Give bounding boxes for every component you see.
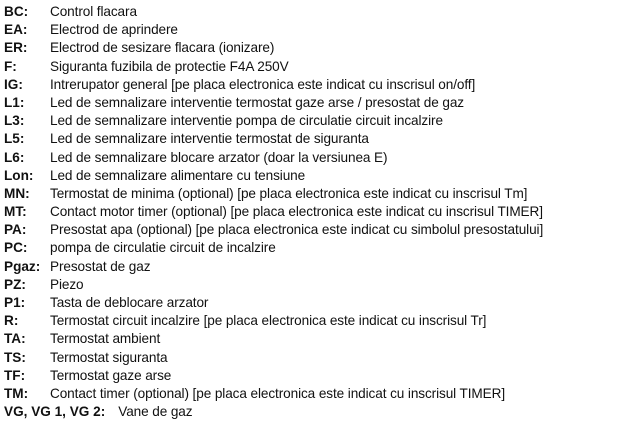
legend-description: Vane de gaz xyxy=(118,404,193,420)
legend-description: pompa de circulatie circuit de incalzire xyxy=(50,240,276,256)
legend-description: Electrod de aprindere xyxy=(50,22,178,38)
legend-row-tm xyxy=(4,385,616,403)
legend-row-ea xyxy=(4,21,616,39)
legend-code: TM: xyxy=(4,385,29,402)
legend-code: Pgaz: xyxy=(4,258,41,274)
legend-row-lon xyxy=(4,167,616,185)
legend-code: PZ: xyxy=(4,276,26,293)
legend-description: Contact motor timer (optional) [pe placa electronica este indicat cu inscrisul TIMER] xyxy=(50,204,543,220)
legend-description: Led de semnalizare blocare arzator (doar la versiunea E) xyxy=(50,149,388,165)
legend-code: P1: xyxy=(4,294,26,311)
legend-code: L5: xyxy=(4,130,25,147)
legend-code: TF: xyxy=(4,367,26,384)
legend-description: Led de semnalizare interventie pompa de circulatie circuit incalzire xyxy=(50,113,443,129)
legend-description: Termostat circuit incalzire [pe placa electronica este indicat cu inscrisul Tr] xyxy=(50,313,487,329)
legend-description: Contact timer (optional) [pe placa electronica este indicat cu inscrisul TIMER] xyxy=(50,385,505,401)
legend-row-l5 xyxy=(4,130,616,148)
legend-row-r xyxy=(4,312,616,330)
legend-description: Termostat ambient xyxy=(50,331,161,347)
legend-description: Electrod de sesizare flacara (ionizare) xyxy=(50,40,275,56)
legend-code: TA: xyxy=(4,330,26,347)
legend-code: IG: xyxy=(4,76,23,93)
legend-row-tf xyxy=(4,367,616,385)
legend-description: Intrerupator general [pe placa electronica este indicat cu inscrisul on/off] xyxy=(50,76,476,92)
legend-row-l1 xyxy=(4,94,616,112)
legend-code: MN: xyxy=(4,185,30,202)
legend-row-vg xyxy=(4,403,616,421)
legend-row-ta xyxy=(4,330,616,348)
legend-row-er xyxy=(4,39,616,57)
legend-row-l3 xyxy=(4,112,616,130)
legend-code: L6: xyxy=(4,149,25,165)
legend-code: EA: xyxy=(4,21,28,38)
legend-description: Piezo xyxy=(50,276,84,292)
legend-row-pz xyxy=(4,276,616,294)
legend-description: Control flacara xyxy=(50,4,137,19)
legend-row-ts xyxy=(4,349,616,367)
legend-description: Led de semnalizare alimentare cu tensiune xyxy=(50,167,306,183)
legend-code: ER: xyxy=(4,39,28,56)
legend-description: Tasta de deblocare arzator xyxy=(50,295,209,310)
legend-code: F: xyxy=(4,58,17,74)
legend-code: PC: xyxy=(4,240,28,256)
legend-description: Siguranta fuzibila de protectie F4A 250V xyxy=(50,58,289,74)
legend-row-f xyxy=(4,58,616,76)
legend-row-p1 xyxy=(4,294,616,312)
legend-code: MT: xyxy=(4,203,27,220)
legend-code: R: xyxy=(4,312,19,329)
legend-description: Termostat de minima (optional) [pe placa electronica este indicat cu inscrisul Tm] xyxy=(50,185,528,201)
legend-row-l6 xyxy=(4,149,616,167)
legend-code: VG, VG 1, VG 2: xyxy=(4,403,106,420)
legend-row-pc xyxy=(4,239,616,257)
legend-code: L3: xyxy=(4,112,25,129)
legend-description: Presostat de gaz xyxy=(50,258,151,274)
legend-row-bc xyxy=(4,3,616,21)
legend-description: Presostat apa (optional) [pe placa electronica este indicat cu simbolul presostatului] xyxy=(50,222,544,238)
legend-row-pa xyxy=(4,221,616,239)
legend-code: TS: xyxy=(4,349,26,365)
legend-description: Led de semnalizare interventie termostat de siguranta xyxy=(50,131,369,147)
legend-code: L1: xyxy=(4,94,25,111)
component-legend xyxy=(4,3,616,421)
legend-row-mn xyxy=(4,185,616,203)
legend-row-ig xyxy=(4,76,616,94)
legend-code: BC: xyxy=(4,3,29,20)
legend-code: Lon: xyxy=(4,167,34,184)
legend-description: Led de semnalizare interventie termostat gaze arse / presostat de gaz xyxy=(50,94,464,110)
legend-description: Termostat gaze arse xyxy=(50,367,172,383)
legend-code: PA: xyxy=(4,221,27,238)
legend-description: Termostat siguranta xyxy=(50,349,168,365)
legend-row-mt xyxy=(4,203,616,221)
legend-row-pgaz xyxy=(4,258,616,276)
